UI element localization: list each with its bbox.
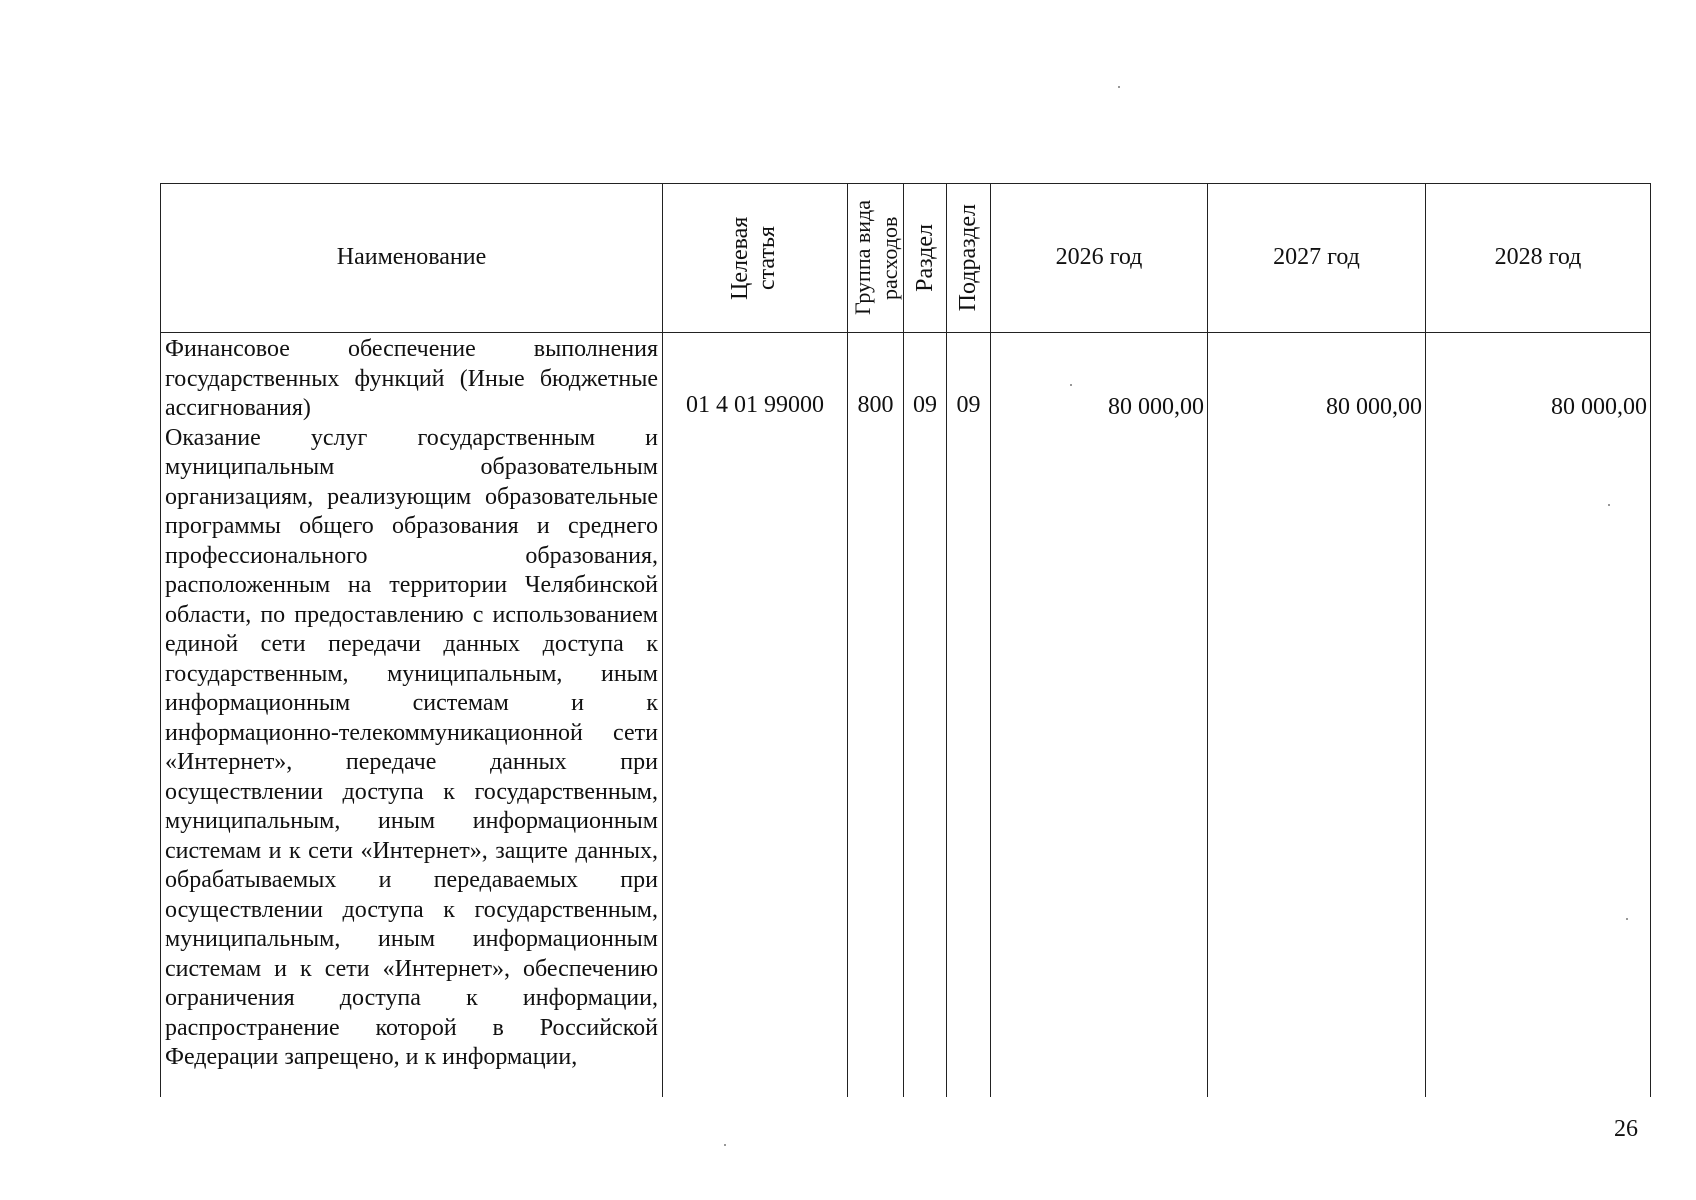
header-subsection: Подраздел bbox=[947, 184, 991, 333]
table-header-row bbox=[161, 184, 1651, 333]
row-section: 09 bbox=[904, 333, 947, 1098]
page-number: 26 bbox=[1614, 1116, 1638, 1142]
row-expense-group: 800 bbox=[848, 333, 904, 1098]
row-name-part1: Финансовое обеспечение выполнения государственных функций (Иные бюджетные ассигнования) bbox=[165, 336, 658, 421]
scan-speck bbox=[724, 1144, 726, 1146]
row-subsection: 09 bbox=[947, 333, 991, 1098]
scan-speck bbox=[1118, 86, 1120, 88]
header-year-2027: 2027 год bbox=[1208, 184, 1426, 333]
header-target-article: Целевая статья bbox=[663, 184, 848, 333]
row-name-cell bbox=[161, 333, 663, 1098]
budget-table bbox=[160, 183, 1651, 1097]
row-year-2028: 80 000,00 bbox=[1426, 333, 1651, 1098]
row-target-article: 01 4 01 99000 bbox=[663, 333, 848, 1098]
header-name: Наименование bbox=[161, 184, 663, 333]
header-year-2026: 2026 год bbox=[991, 184, 1208, 333]
header-year-2028: 2028 год bbox=[1426, 184, 1651, 333]
row-year-2027: 80 000,00 bbox=[1208, 333, 1426, 1098]
row-name-part2: Оказание услуг государственным и муниципальным образовательным организациям, реализующим образовательные программы общего образования и среднего профессионального образования, расположенным на территории Челябинской области, по предоставлению с использованием единой сети передачи данных доступа к государственным, муниципальным, иным информационным системам и к информационно-телекоммуникационной сети «Интернет», передаче данных при осуществлении доступа к государственным, муниципальным, иным информационным системам и к сети «Интернет», защите данных, обрабатываемых и передаваемых при осуществлении доступа к государственным, муниципальным, иным информационным системам и к сети «Интернет», обеспечению ограничения доступа к информации, распространение которой в Российской Федерации запрещено, и к информации, bbox=[165, 424, 658, 1070]
header-expense-group: Группа вида расходов bbox=[848, 184, 904, 333]
header-section: Раздел bbox=[904, 184, 947, 333]
row-year-2026: 80 000,00 bbox=[991, 333, 1208, 1098]
table-row bbox=[161, 333, 1651, 1098]
